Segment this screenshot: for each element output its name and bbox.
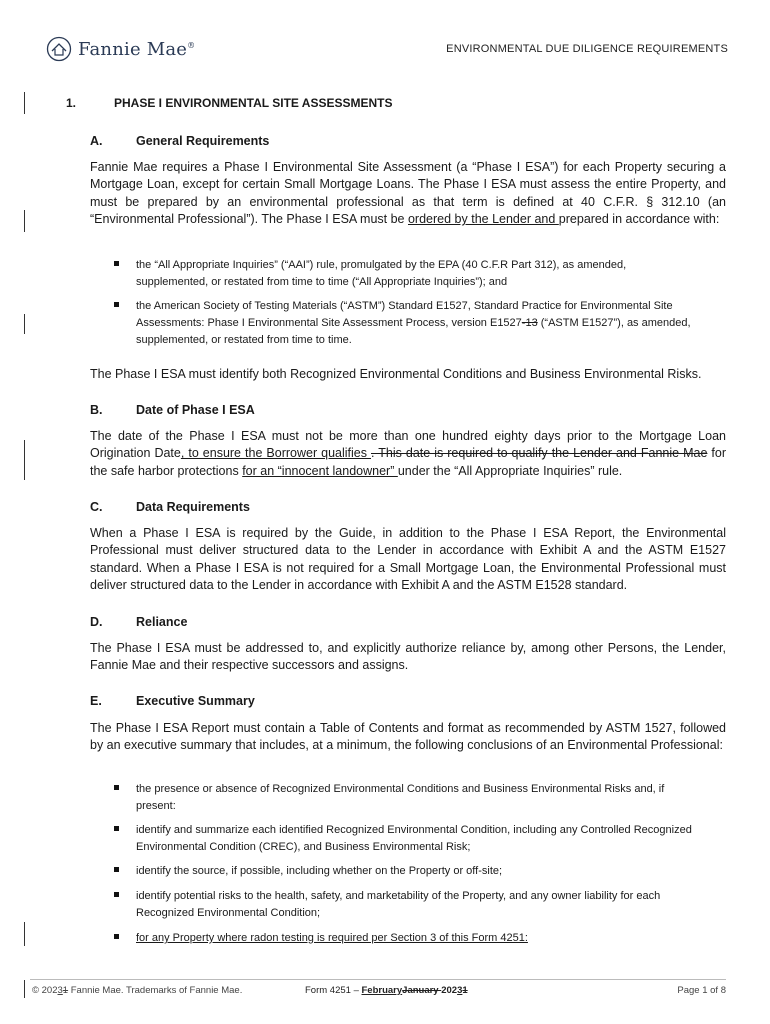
footer-form-number: Form 4251 – FebruaryJanuary 20231 xyxy=(305,985,468,996)
revision-bar xyxy=(24,92,25,114)
revision-bar xyxy=(24,440,25,480)
bullet-icon xyxy=(114,261,119,266)
list-item: the American Society of Testing Materials (“ASTM”) Standard E1527, Standard Practice for Environmental Site Assessments: Phase I Environmental Site Assessment Process, version E1527-13 (“ASTM E1527”), as amended, supplemented, or restated from time to time. xyxy=(114,298,694,349)
fannie-mae-logo xyxy=(46,36,195,62)
list-item: the presence or absence of Recognized Environmental Conditions and Business Environmental Risks and, if present: xyxy=(114,781,694,815)
bullet-icon xyxy=(114,867,119,872)
bullet-icon xyxy=(114,892,119,897)
subsection-heading-c: C. Data Requirements xyxy=(90,500,250,514)
date-paragraph: The date of the Phase I ESA must not be more than one hundred eighty days prior to the Mortgage Loan Origination Date, to ensure the Borrower qualifies . This date is required to qualify the Lender and Fannie Mae for the safe harbor protections for an “innocent landowner” under the “All Appropriate Inquiries” rule. xyxy=(90,429,727,478)
general-requirements-paragraph: Fannie Mae requires a Phase I Environmental Site Assessment (a “Phase I ESA”) for each Property securing a Mortgage Loan, except for certain Small Mortgage Loans. The Phase I ESA must assess the entire Property, and must be prepared by an environmental professional as that term is defined at 40 C.F.R. § 312.10 (an “Environmental Professional”). The Phase I ESA must be ordered by the Lender and prepared in accordance with: xyxy=(90,160,726,227)
brand-name: Fannie Mae® xyxy=(78,38,196,60)
bullet-icon xyxy=(114,826,119,831)
executive-summary-paragraph: The Phase I ESA Report must contain a Table of Contents and format as recommended by ASTM 1527, followed by an executive summary that includes, at a minimum, the following conclusions of an Environmental Professional: xyxy=(90,721,726,753)
list-item: for any Property where radon testing is required per Section 3 of this Form 4251: xyxy=(114,930,694,947)
data-requirements-paragraph: When a Phase I ESA is required by the Guide, in addition to the Phase I ESA Report, the Environmental Professional must deliver structured data to the Lender in accordance with Exhibit A and the ASTM E1527 standard. When a Phase I ESA is not required for a Small Mortgage Loan, the Environmental Professional must deliver structured data to the Lender in accordance with Exhibit A and the ASTM E1528 standard. xyxy=(90,526,726,593)
bullet-icon xyxy=(114,785,119,790)
list-item: the “All Appropriate Inquiries” (“AAI”) rule, promulgated by the EPA (40 C.F.R Part 312), as amended, supplemented, or restated from time to time (“All Appropriate Inquiries”); and xyxy=(114,257,694,291)
bullet-icon xyxy=(114,302,119,307)
list-item: identify potential risks to the health, safety, and marketability of the Property, and any owner liability for each Recognized Environmental Condition; xyxy=(114,888,694,922)
subsection-heading-d: D. Reliance xyxy=(90,615,188,629)
subsection-heading-a: A. General Requirements xyxy=(90,134,270,148)
list-item: identify the source, if possible, including whether on the Property or off-site; xyxy=(114,863,694,880)
footer-page-number: Page 1 of 8 xyxy=(677,985,726,996)
revision-bar xyxy=(24,980,25,998)
footer-copyright: © 20231 Fannie Mae. Trademarks of Fannie Mae. xyxy=(32,985,243,996)
identification-paragraph: The Phase I ESA must identify both Recognized Environmental Conditions and Business Environmental Risks. xyxy=(90,367,702,381)
document-header-title: ENVIRONMENTAL DUE DILIGENCE REQUIREMENTS xyxy=(446,43,728,55)
subsection-heading-b: B. Date of Phase I ESA xyxy=(90,403,255,417)
subsection-heading-e: E. Executive Summary xyxy=(90,694,255,708)
bullet-icon xyxy=(114,934,119,939)
section-heading: 1. PHASE I ENVIRONMENTAL SITE ASSESSMENTS xyxy=(66,96,393,110)
revision-bar xyxy=(24,314,25,334)
footer-divider xyxy=(30,979,726,980)
reliance-paragraph: The Phase I ESA must be addressed to, and explicitly authorize reliance by, among other Persons, the Lender, Fannie Mae and their respective successors and assigns. xyxy=(90,641,726,673)
revision-bar xyxy=(24,922,25,946)
revision-bar xyxy=(24,210,25,232)
list-item: identify and summarize each identified Recognized Environmental Condition, including any Controlled Recognized Environmental Condition (CREC), and Business Environmental Risk; xyxy=(114,822,694,856)
fannie-mae-house-icon xyxy=(46,36,72,62)
